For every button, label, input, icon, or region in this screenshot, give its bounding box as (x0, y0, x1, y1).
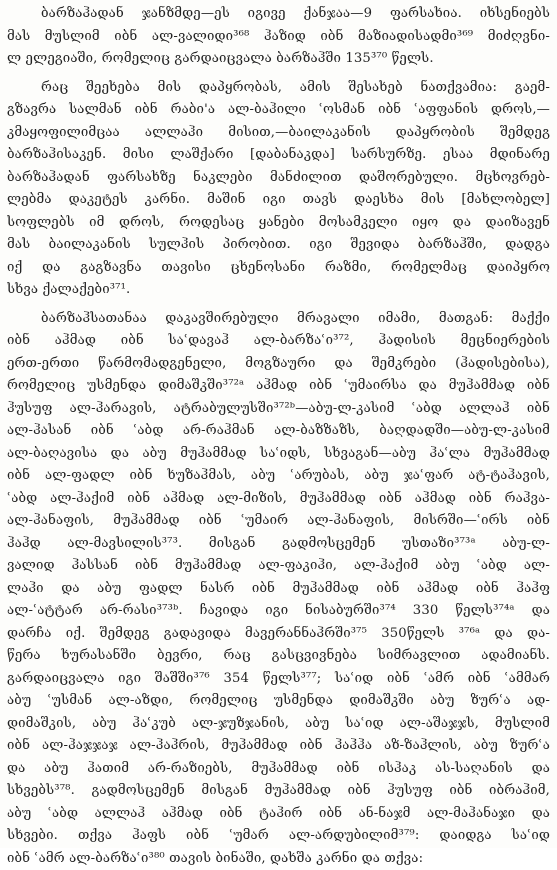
text-line: ალ-ʿატტარ არ-რასი³⁷³ᵇ. ჩავიდა იგი ნისაბურში³⁷⁴ 330 წელს³⁷⁴ᵃ და (7, 600, 550, 623)
text-line: ლ ელეგიაში, რომელიც გარდაიცვალა ბარზაჰში 135³⁷⁰ წელს. (7, 48, 550, 71)
text-line: იბნ ალ-ფადლ იბნ ხუზაჰმას, აბუ ʿარუბას, აბუ ჯაʿფარ ატ-ტაჰავის, (7, 465, 550, 488)
text-line: სხვებს³⁷⁸. გადმოსცემენ მისგან მუჰამმად იბნ ჰუსუფ იბნ იბრაჰიმ, (7, 780, 550, 803)
text-line: ალ-ბაღავისა და აბუ მუჰამმად საʿიდს, სხვაგან—აბუ ჰაʿლა მუჰამმად (7, 443, 550, 466)
text-line: ბარზაჰადან ჯანზმდე—ეს იგივე ქანჯაა—9 ფარსახია. იხსენიებს (7, 3, 550, 26)
text-line: და აბუ ჰათიმ არ-რაზიებს, მუჰამმად იბნ ისჰაკ ას-საღანის და (7, 758, 550, 781)
text-line: სხვები. თქვა ჰაფს იბნ ʿუმარ ალ-არდუბილიმ³⁷⁹: დაიდგა საʿიდ (7, 825, 550, 848)
text-line: სოფლებს იმ დროს, როდესაც ყანები მოსამკელი იყო და დაიზავენ (7, 212, 550, 235)
text-line: ლებმა დაკეტეს კარნი. მაშინ იგი თავს დაესხა მის [მახლობელ] (7, 189, 550, 212)
text-line: ბარზაჰსათანაა დაკავშირებული მრავალი იმამი, მათგან: მაქქი (7, 308, 550, 331)
text-line: იბნ ʿამრ ალ-ბარზაʿი³⁸⁰ თავის ბინაში, დახშა კარნი და თქვა: (7, 848, 550, 870)
text-line: ჰუსუფ ალ-ჰარავის, ატრაბულუსში³⁷²ᵇ—აბუ-ლ-კასიმ ʿაბდ ალლაჰ იბნ (7, 398, 550, 421)
text-line: ვალიდ ჰასსან იბნ მუჰამმად ალ-ფაკიჰი, ალ-ჰაქიმ აბუ ʿაბდ ალ- (7, 555, 550, 578)
text-line: იბნ აჰმად იბნ საʿდავაჰ ალ-ბარზაʿი³⁷², ჰადისის მეცნიერების (7, 330, 550, 353)
text-line: მას მუსლიმ იბნ ალ-ვალიდი³⁶⁸ ჰაზიდ იბნ მაზიადისადმი³⁶⁹ მიძღვნი- (7, 26, 550, 49)
text-line: ბარზაჰისაკენ. მისი ლაშქარი [დაბანაკდა] სარსურზე. ესაა მდინარე (7, 144, 550, 167)
text-line: დიმაშკის, აბუ ჰაʿკუბ ალ-ჯუზჯანის, აბუ საʿიდ ალ-აშაჯჯს, მუსლიმ (7, 713, 550, 736)
text-line: რაც შეეხება მის დაპყრობას, ამის შესახებ ნათქვამია: გაემ- (7, 77, 550, 100)
text-line: ერთ-ერთი წარმომადგენელი, მოგზაური და შემკრები (ჰადისებისა), (7, 353, 550, 376)
text-line: ალ-ჰანაფის, მუჰამმად იბნ ʿუმაირ ალ-ჰანაფის, მისრში—ʿირს იბნ (7, 510, 550, 533)
text-line: წერა ხურასანში ბევრი, რაც გასცვივნება სიმრავლით ადამიანს. (7, 645, 550, 668)
text-line: დარჩა იქ. შემდეგ გადავიდა მავერანნაჰრში³⁷⁵ 350წელს ³⁷⁶ᵃ და და- (7, 623, 550, 646)
text-line: ბარზაჰადან ფარსახზე ნაკლები მანძილით დაშორებული. მცხოვრებ- (7, 167, 550, 190)
text-line: ʿაბდ ალ-ჰაქიმ იბნ აჰმად ალ-მიზის, მუჰამმად იბნ აჰმად იბნ რაჰვა- (7, 488, 550, 511)
text-line: აბუ ʿუსმან ალ-აზდი, რომელიც უსმენდა დიმაშკში აბუ ზურʿა ად- (7, 690, 550, 713)
text-line: ჰაჰდ ალ-მავსილის³⁷³. მისგან გადმოსცემენ უსთაზი³⁷³ᵃ აბუ-ლ- (7, 533, 550, 556)
text-line: გარდაიცვალა იგი შაშში³⁷⁶ 354 წელს³⁷⁷; საʿიდ იბნ ʿამრ იბნ ʿამმარ (7, 668, 550, 691)
text-line: სხვა ქალაქები³⁷¹. (7, 279, 550, 302)
text-line: მას ბაილაკანის სულჰის პირობით. იგი შევიდა ბარზაჰში, დადგა (7, 234, 550, 257)
text-line: იბნ ალ-ჰაჯჯაჯ ალ-ჰაჰრის, მუჰამმად იბნ ჰაჰჰა აზ-ზაჰლის, აბუ ზურʿა (7, 735, 550, 758)
text-line: აბუ ʿაბდ ალლაჰ აჰმად იბნ ტაჰირ იბნ ან-ნაჯმ ალ-მაჰანაჯი და (7, 803, 550, 826)
paragraph-3 (7, 308, 550, 870)
text-line: იქ და გაგზავნა თავისი ცხენოსანი რაზმი, რომელმაც დაიპყრო (7, 257, 550, 280)
paragraph-2 (7, 77, 550, 302)
text-line: ლაჰი და აბუ ფადლ ნასრ იბნ მუჰამმად იბნ აჰმად იბნ ჰაჰფ (7, 578, 550, 601)
paragraph-1 (7, 3, 550, 71)
text-line: რომელიც უსმენდა დიმაშკში³⁷²ᵃ აჰმად იბნ ʿუმაირსა და მუჰამმად იბნ (7, 375, 550, 398)
text-line: კმაყოფილიმცაა ალლაჰი მისით,—ბაილაკანის დაპყრობის შემდეგ (7, 122, 550, 145)
text-line: ალ-ჰასან იბნ ʿაბდ არ-რაჰმან ალ-ბაზზაზს, ბაღდადში—აბუ-ლ-კასიმ (7, 420, 550, 443)
text-line: გზავრა სალმან იბნ რაბი'ა ალ-ბაჰილი ʿოსმან იბნ ʿაფფანის დროს,— (7, 99, 550, 122)
